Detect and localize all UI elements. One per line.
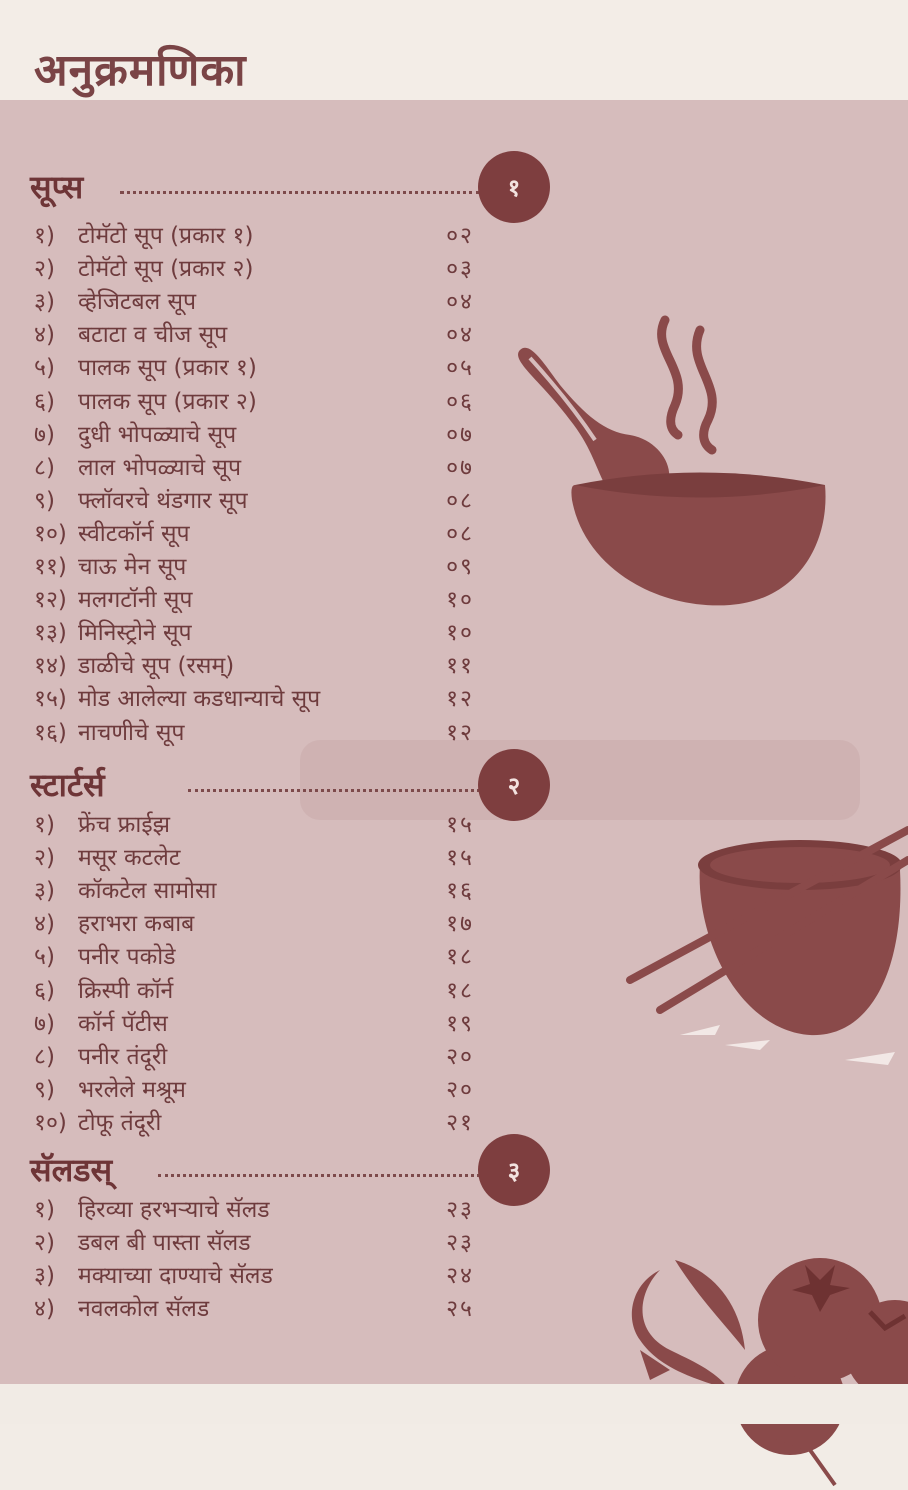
entry-title: पनीर पकोडे <box>78 944 176 971</box>
section-title: सॅलडस् <box>30 1151 113 1189</box>
entry-number: १०) <box>34 520 67 547</box>
entry-page-number: ०६ <box>446 388 474 415</box>
entry-title: टोफू तंदूरी <box>78 1109 162 1136</box>
entry-title: व्हेजिटबल सूप <box>78 289 197 316</box>
entry-title: नवलकोल सॅलड <box>78 1296 210 1323</box>
entry-title: भरलेले मश्रूम <box>78 1076 186 1103</box>
entry-page-number: १० <box>446 587 474 614</box>
entry-page-number: ०८ <box>446 520 474 547</box>
entry-number: ४) <box>34 322 55 349</box>
entry-title: क्रिस्पी कॉर्न <box>78 977 174 1004</box>
toc-entry <box>34 840 474 872</box>
entry-title: कॉर्न पॅटीस <box>78 1010 168 1037</box>
entry-number: २) <box>34 256 55 283</box>
section-title: स्टार्टर्स <box>30 766 105 804</box>
toc-entry <box>34 582 474 614</box>
entry-title: चाऊ मेन सूप <box>78 554 187 580</box>
entry-title: पालक सूप (प्रकार १) <box>78 355 257 382</box>
toc-entry <box>34 284 474 316</box>
toc-entry <box>34 1192 474 1224</box>
toc-entry <box>34 648 474 680</box>
entry-page-number: १८ <box>446 944 474 971</box>
entry-title: दुधी भोपळ्याचे सूप <box>78 421 237 448</box>
entry-title: मोड आलेल्या कडधान्याचे सूप <box>78 686 321 713</box>
toc-entry <box>34 317 474 349</box>
page-footer-area <box>0 1384 908 1424</box>
entry-page-number: २५ <box>446 1296 474 1323</box>
toc-entry <box>34 549 474 581</box>
entry-number: १३) <box>34 620 67 647</box>
dotted-leader <box>158 1174 480 1177</box>
entry-number: २) <box>34 845 55 872</box>
entry-page-number: २० <box>446 1043 474 1070</box>
entry-title: स्वीटकॉर्न सूप <box>78 520 190 547</box>
toc-entry <box>34 384 474 416</box>
entry-page-number: २१ <box>446 1109 474 1136</box>
tomato-radish-icon <box>620 1240 908 1490</box>
toc-entry <box>34 1258 474 1290</box>
entry-number: ७) <box>34 1010 55 1037</box>
toc-entry <box>34 939 474 971</box>
entry-page-number: १८ <box>446 977 474 1004</box>
entry-title: टोमॅटो सूप (प्रकार १) <box>78 223 254 249</box>
entry-number: ६) <box>34 388 55 415</box>
entry-title: पनीर तंदूरी <box>78 1043 168 1070</box>
entry-page-number: १० <box>446 620 474 647</box>
entry-title: कॉकटेल सामोसा <box>78 878 217 905</box>
entry-number: ३) <box>34 1263 55 1290</box>
entry-title: हराभरा कबाब <box>78 911 195 938</box>
entry-page-number: १९ <box>446 1010 474 1037</box>
entry-number: ८) <box>34 454 55 481</box>
toc-entry <box>34 516 474 548</box>
section-heading <box>30 165 480 209</box>
toc-entry <box>34 615 474 647</box>
entry-number: १) <box>34 812 55 838</box>
entry-number: २) <box>34 1230 55 1257</box>
entry-title: लाल भोपळ्याचे सूप <box>78 454 242 481</box>
entry-number: ११) <box>34 554 67 580</box>
toc-entry <box>34 417 474 449</box>
toc-entry <box>34 681 474 713</box>
entry-page-number: १५ <box>446 845 474 872</box>
dotted-leader <box>120 191 480 194</box>
entry-page-number: १२ <box>446 719 474 746</box>
entry-number: १) <box>34 223 55 249</box>
toc-entry <box>34 1291 474 1323</box>
toc-entry <box>34 1006 474 1038</box>
entry-number: १०) <box>34 1109 67 1136</box>
entry-number: १४) <box>34 653 67 680</box>
entry-page-number: २३ <box>446 1230 474 1257</box>
toc-entry <box>34 715 474 747</box>
section-number-badge: १ <box>478 151 550 223</box>
toc-entry <box>34 1039 474 1071</box>
entry-title: हिरव्या हरभऱ्याचे सॅलड <box>78 1197 270 1223</box>
toc-entry <box>34 1072 474 1104</box>
entry-page-number: ०४ <box>446 289 474 316</box>
entry-title: मक्याच्या दाण्याचे सॅलड <box>78 1263 273 1290</box>
toc-entry <box>34 251 474 283</box>
toc-entry <box>34 973 474 1005</box>
entry-title: डाळीचे सूप (रसम्) <box>78 653 235 680</box>
section-heading <box>30 763 480 807</box>
entry-number: १२) <box>34 587 67 614</box>
toc-entry <box>34 450 474 482</box>
entry-number: ३) <box>34 878 55 905</box>
toc-entry <box>34 906 474 938</box>
entry-number: ३) <box>34 289 55 316</box>
entry-number: ८) <box>34 1043 55 1070</box>
entry-page-number: ०२ <box>446 223 474 249</box>
entry-page-number: २४ <box>446 1263 474 1290</box>
entry-number: १) <box>34 1197 55 1223</box>
entry-title: फ्रेंच फ्राईझ <box>78 812 171 838</box>
toc-entry <box>34 483 474 515</box>
entry-number: ७) <box>34 421 55 448</box>
entry-page-number: २० <box>446 1076 474 1103</box>
entry-title: पालक सूप (प्रकार २) <box>78 388 257 415</box>
noodle-bowl-chopsticks-icon <box>620 820 908 1080</box>
entry-page-number: ०५ <box>446 355 474 382</box>
entry-page-number: ११ <box>446 653 474 680</box>
entry-title: मसूर कटलेट <box>78 845 181 872</box>
entry-title: बटाटा व चीज सूप <box>78 322 228 349</box>
entry-title: टोमॅटो सूप (प्रकार २) <box>78 256 254 283</box>
entry-number: ५) <box>34 944 55 971</box>
toc-entry <box>34 350 474 382</box>
entry-title: मिनिस्ट्रोने सूप <box>78 620 192 647</box>
entry-number: १६) <box>34 719 67 746</box>
entry-page-number: १६ <box>446 878 474 905</box>
entry-page-number: ०९ <box>446 554 474 580</box>
toc-entry <box>34 1225 474 1257</box>
entry-title: फ्लॉवरचे थंडगार सूप <box>78 487 248 514</box>
entry-page-number: ०८ <box>446 487 474 514</box>
entry-number: ६) <box>34 977 55 1004</box>
entry-page-number: १७ <box>446 911 474 938</box>
section-heading <box>30 1148 480 1192</box>
entry-page-number: ०७ <box>446 454 474 481</box>
entry-number: ४) <box>34 1296 55 1323</box>
entry-number: ९) <box>34 1076 55 1103</box>
entry-number: १५) <box>34 686 67 713</box>
section-title: सूप्स <box>30 168 84 206</box>
soup-bowl-icon <box>500 310 840 630</box>
toc-entry <box>34 873 474 905</box>
entry-title: डबल बी पास्ता सॅलड <box>78 1230 251 1257</box>
entry-number: ९) <box>34 487 55 514</box>
page-title: अनुक्रमणिका <box>34 45 247 96</box>
entry-page-number: ०३ <box>446 256 474 283</box>
entry-page-number: १२ <box>446 686 474 713</box>
entry-number: ५) <box>34 355 55 382</box>
dotted-leader <box>188 789 480 792</box>
section-number-badge: ३ <box>478 1134 550 1206</box>
entry-title: मलगटॉनी सूप <box>78 587 193 614</box>
entry-title: नाचणीचे सूप <box>78 719 185 746</box>
toc-entry <box>34 807 474 839</box>
section-number-badge: २ <box>478 749 550 821</box>
entry-page-number: ०७ <box>446 421 474 448</box>
entry-page-number: ०४ <box>446 322 474 349</box>
toc-entry <box>34 218 474 250</box>
entry-page-number: १५ <box>446 812 474 838</box>
entry-number: ४) <box>34 911 55 938</box>
entry-page-number: २३ <box>446 1197 474 1223</box>
toc-entry <box>34 1105 474 1137</box>
